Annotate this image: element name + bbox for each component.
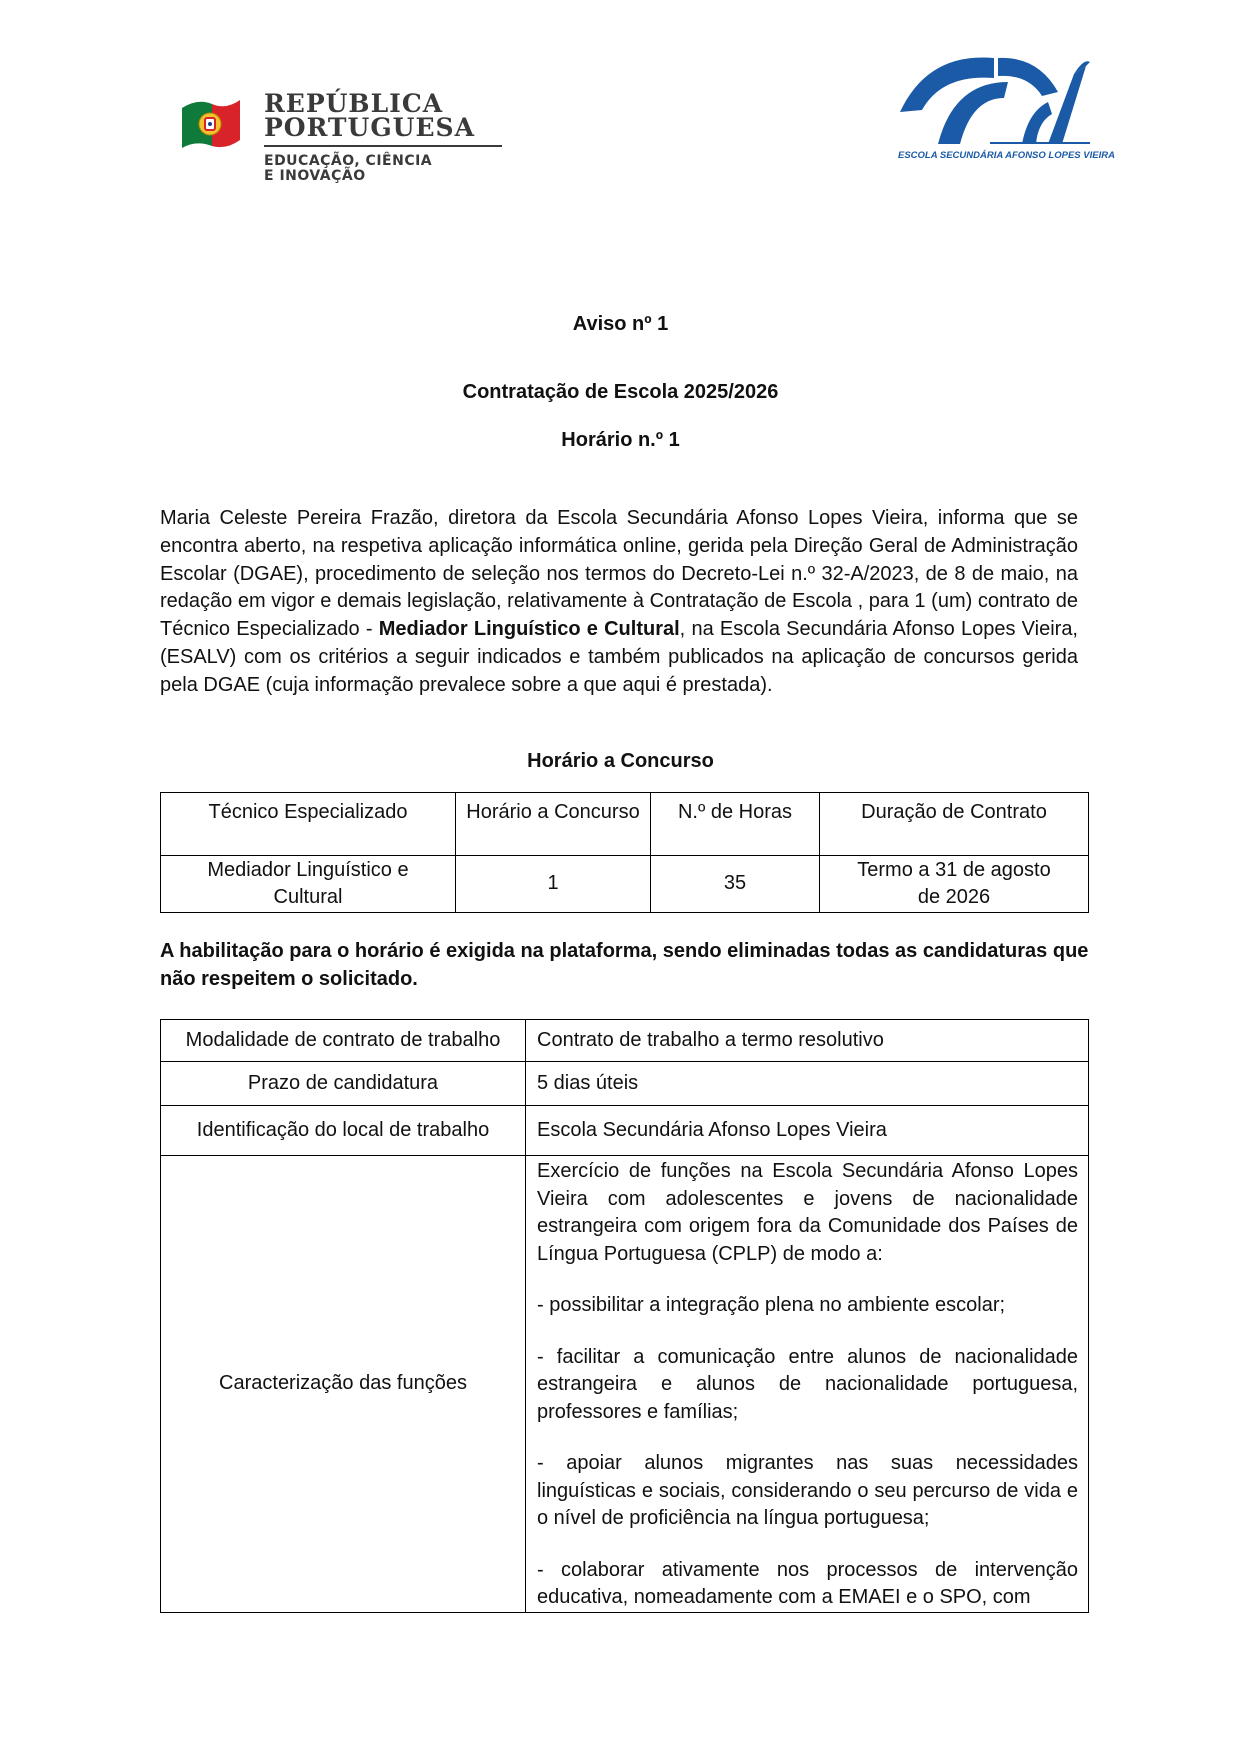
- funcoes-key: Caracterização das funções: [161, 1156, 526, 1613]
- info-key: Identificação do local de trabalho: [161, 1106, 526, 1156]
- school-logo: [898, 52, 1115, 172]
- gov-logo-sub1: EDUCAÇÃO, CIÊNCIA: [264, 153, 433, 169]
- header-cell: Técnico Especializado: [161, 793, 456, 856]
- intro-text-1: Maria Celeste Pereira Frazão, diretora da Escola Secundária Afonso Lopes Vieira, informa que se encontra aberto, na respetiva aplicação informática online, gerida pela Direção Geral de Administração Escolar (DGAE), procedimento de seleção nos termos do Decreto-Lei n.º 32-A/2023, de 8 de maio, na redação em vigor e demais legislação, relativamente à Contratação de Escola , para 1 (um) contrato de Técnico Especializado -: [160, 507, 1078, 641]
- info-value: Contrato de trabalho a termo resolutivo: [526, 1020, 1089, 1062]
- table-row: [161, 1062, 1089, 1106]
- funcoes-value: [526, 1156, 1089, 1613]
- republica-portuguesa-logo: [178, 89, 518, 192]
- school-logo-caption: ESCOLA SECUNDÁRIA AFONSO LOPES VIEIRA: [898, 150, 1115, 161]
- funcoes-item: - possibilitar a integração plena no ambiente escolar;: [537, 1294, 1006, 1316]
- info-value: 5 dias úteis: [526, 1062, 1089, 1106]
- funcoes-item: - colaborar ativamente nos processos de intervenção educativa, nomeadamente com a EMAEI e o SPO, com: [537, 1558, 1078, 1608]
- horario-concurso-title: Horário a Concurso: [527, 750, 714, 772]
- funcoes-intro: Exercício de funções na Escola Secundária Afonso Lopes Vieira com adolescentes e jovens de nacionalidade estrangeira com origem fora da Comunidade dos Países de Língua Portuguesa (CPLP) de modo a:: [537, 1160, 1078, 1265]
- table-cell: 35: [651, 856, 820, 913]
- horario-table: [160, 792, 1089, 913]
- intro-paragraph: [160, 505, 1078, 700]
- contratacao-title: Contratação de Escola 2025/2026: [462, 381, 779, 403]
- table-cell: 1: [456, 856, 651, 913]
- funcoes-item: - facilitar a comunicação entre alunos de nacionalidade estrangeira e alunos de nacionalidade portuguesa, professores e famílias;: [537, 1345, 1078, 1423]
- horario-title: Horário n.º 1: [561, 429, 680, 451]
- school-arches-icon: [898, 52, 1092, 148]
- gov-logo-line2: PORTUGUESA: [264, 113, 475, 142]
- aviso-title: Aviso nº 1: [572, 313, 669, 335]
- gov-logo-sub2: E INOVAÇÃO: [264, 168, 366, 184]
- intro-bold: Mediador Linguístico e Cultural: [378, 618, 680, 641]
- header-cell: Horário a Concurso: [456, 793, 651, 856]
- gov-logo-line1: REPÚBLICA: [264, 89, 444, 118]
- table-row: [161, 1020, 1089, 1062]
- table-row: [161, 856, 1089, 913]
- portuguese-flag-icon: [178, 96, 242, 150]
- table-cell: Termo a 31 de agosto de 2026: [820, 856, 1089, 913]
- gov-logo-divider: [264, 145, 502, 147]
- funcoes-item: - apoiar alunos migrantes nas suas necessidades linguísticas e sociais, considerando o seu percurso de vida e o nível de proficiência na língua portuguesa;: [537, 1452, 1078, 1529]
- info-table: [160, 1019, 1089, 1613]
- info-value: Escola Secundária Afonso Lopes Vieira: [526, 1106, 1089, 1156]
- table-header-row: [161, 793, 1089, 856]
- habilitacao-notice: A habilitação para o horário é exigida na plataforma, sendo eliminadas todas as candidaturas que não respeitem o solicitado.: [160, 940, 1089, 990]
- header-cell: N.º de Horas: [651, 793, 820, 856]
- table-row: [161, 1106, 1089, 1156]
- intro-text-2: , na Escola Secundária Afonso Lopes Vieira, (ESALV) com os critérios a seguir indicados e também publicados na aplicação de concursos gerida pela DGAE (cuja informação prevalece sobre a que aqui é prestada).: [160, 618, 1078, 696]
- header-cell: Duração de Contrato: [820, 793, 1089, 856]
- table-row: [161, 1156, 1089, 1613]
- table-cell: Mediador Linguístico e Cultural: [161, 856, 456, 913]
- info-key: Prazo de candidatura: [161, 1062, 526, 1106]
- info-key: Modalidade de contrato de trabalho: [161, 1020, 526, 1062]
